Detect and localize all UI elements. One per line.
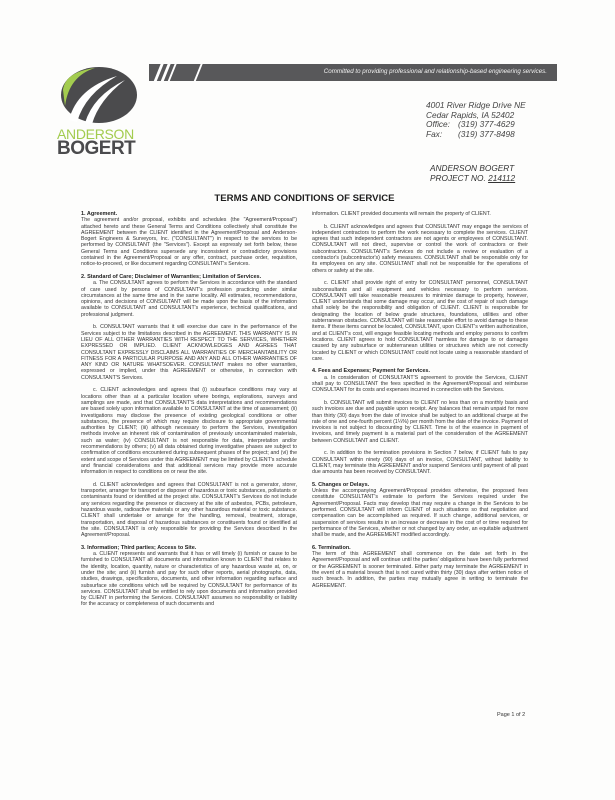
letterhead-banner [149, 64, 557, 81]
office-phone: (319) 377-4629 [458, 119, 515, 130]
section-heading: 2. Standard of Care; Disclaimer of Warranties; Limitation of Services. [81, 273, 262, 280]
fax-phone: (319) 377-8498 [458, 128, 515, 139]
section-heading: 1. Agreement. [81, 211, 118, 217]
paragraph: b. CLIENT acknowledges and agrees that CONSULTANT may engage the services of independent contractors to perform the work necessary to complete the services. CLIENT agrees that such independent contractors are not agents or employees of CONSULTANT. CONSULTANT will not direct, supervise or control the work of contractors or their subcontractors. CONSULTANT's Services do not include a review or evaluation of a contractor's (subcontractor's) safety measures. CONSULTANT shall be responsible only for its employees on any site. CONSULTANT shall not be responsible for the operations of others or safety at the site. [312, 223, 528, 274]
section-heading: 5. Changes or Delays. [312, 481, 370, 488]
project-company: ANDERSON BOGERT [430, 163, 515, 173]
fax-row [426, 130, 526, 140]
paragraph: d. CLIENT acknowledges and agrees that CONSULTANT is not a generator, storer, transporter, arranger for transport or disposer of hazardous or toxic substances, pollutants or contaminants found or identified at the project site. CONSULTANT's Services do not include any services regarding the presence or discovery at the site of asbestos, PCBs, petroleum, hazardous waste, radioactive materials or any other hazardous material or toxic substance. CLIENT shall undertake or arrange for the handling, removal, treatment, storage, transportation, and disposal of hazardous substances or constituents found or identified at the site. CONSULTANT is only responsible for providing the Services described in the Agreement/Proposal. [81, 481, 297, 539]
company-address [426, 101, 526, 139]
paragraph: c. CLIENT acknowledges and agrees that (i) subsurface conditions may vary at locations other than at a particular location where borings, explorations, surveys and samplings are made, and that CONSULTANT'S data interpretations and recommendations are based solely upon information available to CONSULTANT at the time of assessment; (ii) investigations may disclose the presence of existing geological conditions or other substances, the presence of which may require disclosure to appropriate governmental authorities by CLIENT; (iii) although necessary to perform the Services, investigation methods involve an inherent risk of contamination of previously uncontaminated materials, such as water; (iv) CONSULTANT is not responsible for data, interpretation and/or recommendations by others; (v) all data obtained during investigative phases are subject to confirmation of conditions encountered during subsequent phases of the project; and (vi) the extent and scope of Services under this AGREEMENT may be limited by CLIENT's schedule and financial considerations and that additional services may provide more accurate information in respect to conditions on or near the site. [81, 387, 297, 476]
section-heading: 6. Termination. [312, 544, 351, 551]
paragraph: c. In addition to the termination provisions in Section 7 below, if CLIENT fails to pay CONSULTANT within ninety (90) days of an invoice, CONSULTANT, without liability to CLIENT, may terminate this AGREEMENT and/or suspend Services until payment of all past due amounts has been received by CONSULTANT. [312, 450, 528, 476]
office-label: Office: [426, 119, 450, 130]
paragraph: a. The CONSULTANT agrees to perform the Services in accordance with the standard of care used by persons of CONSULTANT's profession practicing under similar circumstances at the same time and in the same locality. All estimates, recommendations, opinions, and decisions of CONSULTANT will be made upon the basis of the information available to CONSULTANT and CONSULTANT's experience, technical qualifications, and professional judgment. [81, 280, 297, 318]
road-logo-icon [55, 66, 141, 126]
fax-label: Fax: [426, 128, 443, 139]
paragraph: Unless the accompanying Agreement/Proposal provides otherwise, the proposed fees constitute CONSULTANT's estimate to perform the Services required under the Agreement/Proposal. Facts may develop that may require a change in the Services to be performed. CONSULTANT will inform CLIENT of such situations so that negotiation and compensation can be accomplished as required. If such change, additional services, or suspension of services results in an increase or decrease in the cost of or time required for performance of the Services, whether or not changed by any order, an equitable adjustment shall be made, and the AGREEMENT modified accordingly. [312, 488, 528, 539]
project-label: PROJECT NO. [430, 173, 486, 183]
paragraph: The term of this AGREEMENT shall commence on the date set forth in the Agreement/Proposal and will continue until the parties' obligations have been fully performed or the AGREEMENT is sooner terminated. Either party may terminate the AGREEMENT in the event of a material breach that is not cured within thirty (30) days after written notice of such breach. In addition, the parties may mutually agree in writing to terminate the AGREEMENT. [312, 551, 528, 589]
company-logo [55, 66, 141, 158]
paragraph: a. CLIENT represents and warrants that it has or will timely (i) furnish or cause to be furnished to CONSULTANT all documents and information known to CLIENT that relates to the identity, location, quantity, nature or characteristics of any hazardous waste at, on, or under the site; and (ii) furnish and pay for such other reports, aerial photographs, data, studies, drawings, specifications, documents, and other information regarding surface and subsurface site conditions which will be required by CONSULTANT for performance of its services. CONSULTANT shall be entitled to rely upon documents and information provided by CLIENT in performing the Services. CONSULTANT assumes no responsibility or liability for the accuracy or completeness of such documents and [81, 551, 297, 608]
section-heading: 4. Fees and Expenses; Payment for Services. [312, 368, 431, 375]
paragraph: c. CLIENT shall provide right of entry for CONSULTANT personnel, CONSULTANT subconsultants and all equipment and vehicles necessary to perform services. CONSULTANT will take reasonable measures to minimize damage to property, however, CLIENT understands that some damage may occur, and the cost of repair of such damage shall solely be the responsibility and obligation of CLIENT. CLIENT is responsible for designating the location of below grade structures, foundations, utilities and other subterranean obstacles. CONSULTANT will take reasonable effort to avoid damage to these items. If these items cannot be located, CONSULTANT, upon CLIENT's written authorization, and at CLIENT's cost, will engage feasible locating methods and employ persons to confirm locations. CLIENT agrees to hold CONSULTANT harmless for damage to or damages caused by any subsurface or subterranean utilities or structures which are not correctly located by CLIENT or which CONSULTANT could not locate using a reasonable standard of care. [312, 280, 528, 362]
banner-tagline: Committed to providing professional and relationship-based engineering services. [323, 68, 547, 75]
paragraph: a. In consideration of CONSULTANT'S agreement to provide the Services, CLIENT shall pay to CONSULTANT the fees specified in the Agreement/Proposal and reimburse CONSULTANT for its costs and expenses incurred in connection with the Services. [312, 374, 528, 394]
logo-text-anderson: ANDERSON [57, 126, 134, 142]
section-heading: 3. Information; Third parties; Access to Site. [81, 544, 197, 551]
banner-stripe [193, 64, 204, 81]
right-column [312, 211, 528, 595]
left-column [81, 211, 297, 614]
paragraph: b. CONSULTANT warrants that it will exercise due care in the performance of the Services subject to the limitations described in the AGREEMENT. THIS WARRANTY IS IN LIEU OF ALL OTHER WARRANTIES WITH RESPECT TO THE SERVICES, WHETHER EXPRESSED OR IMPLIED. CLIENT ACKNOWLEDGES AND AGREES THAT CONSULTANT EXPRESSLY DISCLAIMS ALL WARRANTIES OF MERCHANTABILITY OR FITNESS FOR A PARTICULAR PURPOSE AND ANY AND ALL OTHER WARRANTIES OF ANY KIND OR NATURE WHATSOEVER. CONSULTANT makes no other warranties, expressed or implied, under this AGREEMENT or otherwise, in connection with CONSULTANT'S Services. [81, 324, 297, 381]
address-city: Cedar Rapids, IA 52402 [426, 109, 515, 120]
address-street: 4001 River Ridge Drive NE [426, 100, 526, 110]
project-number: 214112 [488, 173, 516, 183]
paragraph: The agreement and/or proposal, exhibits and schedules (the "Agreement/Proposal") attached hereto and these General Terms and Conditions collectively shall constitute the AGREEMENT between the CLIENT identified in the Agreement/Proposal and Anderson-Bogert Engineers & Surveyors, Inc. ("CONSULTANT") in respect to the services to be performed by CONSULTANT (the "Services"). Except as expressly set forth below, these General Terms and Conditions supersede any inconsistent or contradictory provisions contained in the Agreement/Proposal or any offer, contract, purchase order, requisition, notice-to-proceed, or like document regarding CONSULTANT's Services. [81, 217, 297, 268]
project-number-row [430, 173, 515, 183]
document-title: TERMS AND CONDITIONS OF SERVICE [214, 193, 395, 204]
logo-text-bogert: BOGERT [57, 138, 136, 159]
paragraph: information. CLIENT provided documents will remain the property of CLIENT. [312, 211, 491, 217]
paragraph: b. CONSULTANT will submit invoices to CLIENT no less than on a monthly basis and such invoices are due and payable upon receipt. Any balances that remain unpaid for more than thirty (30) days from the date of invoice shall be subject to an additional charge at the rate of one and one-fourth percent (1¼%) per month from the date of the invoice. Payment of invoices is not subject to discounting by CLIENT. Time is of the essence in payment of invoices, and timely payment is a material part of the consideration of the AGREEMENT between CONSULTANT and CLIENT. [312, 399, 528, 444]
page-number: Page 1 of 2 [497, 712, 526, 718]
project-block [430, 163, 515, 183]
